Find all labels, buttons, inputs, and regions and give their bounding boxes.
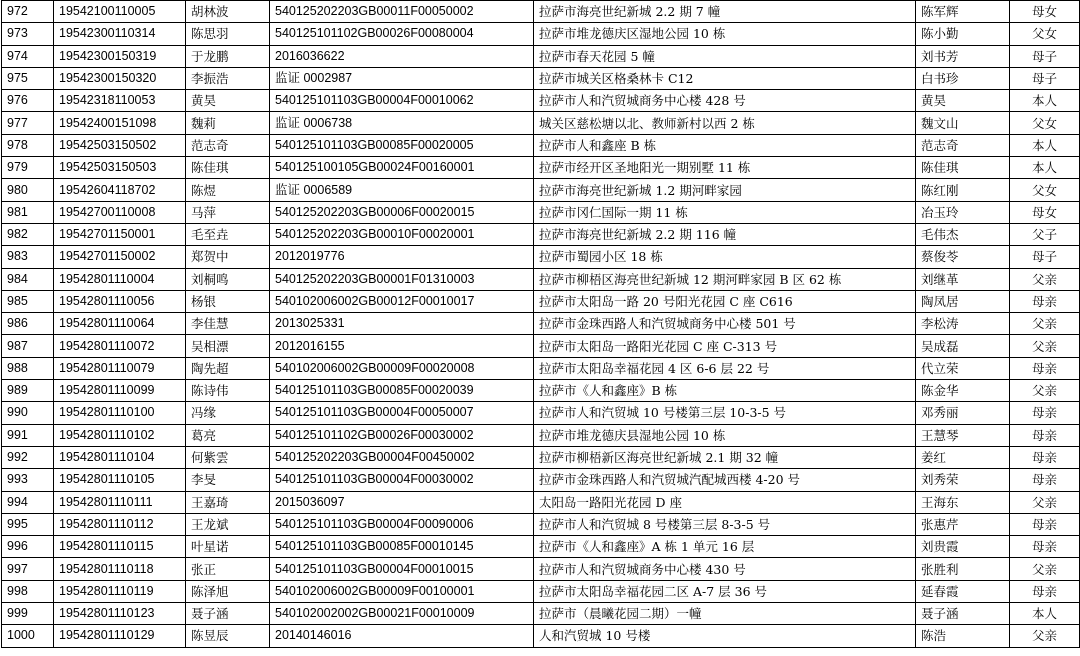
student-id-cell: 19542300150320 [54, 67, 186, 89]
student-id-cell: 19542801110112 [54, 513, 186, 535]
relationship-cell: 父女 [1010, 179, 1080, 201]
table-row [2, 223, 1080, 245]
student-id-cell: 19542801110115 [54, 536, 186, 558]
row-number-cell: 979 [2, 157, 54, 179]
property-certificate-cell: 2012016155 [270, 335, 534, 357]
table-row [2, 246, 1080, 268]
property-certificate-cell: 540102002002GB00021F00010009 [270, 603, 534, 625]
property-certificate-cell: 540125101103GB00004F00010062 [270, 90, 534, 112]
table-row [2, 268, 1080, 290]
address-cell: 拉萨市柳梧新区海亮世纪新城 2.1 期 32 幢 [534, 446, 916, 468]
owner-name-cell: 张惠芹 [916, 513, 1010, 535]
row-number-cell: 980 [2, 179, 54, 201]
student-id-cell: 19542801110105 [54, 469, 186, 491]
owner-name-cell: 刘秀荣 [916, 469, 1010, 491]
student-id-cell: 19542801110111 [54, 491, 186, 513]
name-cell: 王嘉琦 [186, 491, 270, 513]
owner-name-cell: 陈红刚 [916, 179, 1010, 201]
student-id-cell: 19542801110072 [54, 335, 186, 357]
table-row [2, 424, 1080, 446]
name-cell: 杨银 [186, 290, 270, 312]
property-certificate-cell: 540125101103GB00004F00050007 [270, 402, 534, 424]
student-id-cell: 19542801110104 [54, 446, 186, 468]
row-number-cell: 996 [2, 536, 54, 558]
address-cell: 拉萨市人和汽贸城 8 号楼第三层 8-3-5 号 [534, 513, 916, 535]
name-cell: 叶星诺 [186, 536, 270, 558]
address-cell: 拉萨市春天花园 5 幢 [534, 45, 916, 67]
row-number-cell: 978 [2, 134, 54, 156]
row-number-cell: 987 [2, 335, 54, 357]
address-cell: 拉萨市太阳岛幸福花园 4 区 6-6 层 22 号 [534, 357, 916, 379]
property-certificate-cell: 540125101103GB00004F00030002 [270, 469, 534, 491]
table-row [2, 179, 1080, 201]
property-certificate-cell: 540125101103GB00085F00020005 [270, 134, 534, 156]
owner-name-cell: 冶玉玲 [916, 201, 1010, 223]
property-certificate-cell: 540125100105GB00024F00160001 [270, 157, 534, 179]
owner-name-cell: 张胜利 [916, 558, 1010, 580]
relationship-cell: 母亲 [1010, 469, 1080, 491]
name-cell: 李旻 [186, 469, 270, 491]
property-certificate-cell: 2013025331 [270, 313, 534, 335]
owner-name-cell: 王海东 [916, 491, 1010, 513]
property-certificate-cell: 监证 0006738 [270, 112, 534, 134]
address-cell: 拉萨市人和鑫座 B 栋 [534, 134, 916, 156]
name-cell: 郑贺中 [186, 246, 270, 268]
property-certificate-cell: 20140146016 [270, 625, 534, 647]
relationship-cell: 父子 [1010, 223, 1080, 245]
relationship-cell: 父亲 [1010, 335, 1080, 357]
name-cell: 马萍 [186, 201, 270, 223]
address-cell: 拉萨市城关区格桑林卡 C12 [534, 67, 916, 89]
row-number-cell: 975 [2, 67, 54, 89]
relationship-cell: 母亲 [1010, 580, 1080, 602]
student-id-cell: 19542801110099 [54, 380, 186, 402]
relationship-cell: 本人 [1010, 603, 1080, 625]
name-cell: 胡林波 [186, 1, 270, 23]
row-number-cell: 983 [2, 246, 54, 268]
student-id-cell: 19542801110119 [54, 580, 186, 602]
row-number-cell: 974 [2, 45, 54, 67]
name-cell: 李振浩 [186, 67, 270, 89]
owner-name-cell: 延春霞 [916, 580, 1010, 602]
name-cell: 陈思羽 [186, 23, 270, 45]
address-cell: 拉萨市（晨曦花园二期）一幢 [534, 603, 916, 625]
address-cell: 拉萨市堆龙德庆区湿地公园 10 栋 [534, 23, 916, 45]
row-number-cell: 982 [2, 223, 54, 245]
relationship-cell: 父亲 [1010, 625, 1080, 647]
address-cell: 拉萨市人和汽贸城商务中心楼 430 号 [534, 558, 916, 580]
property-certificate-cell: 监证 0006589 [270, 179, 534, 201]
address-cell: 拉萨市人和汽贸城 10 号楼第三层 10-3-5 号 [534, 402, 916, 424]
name-cell: 王龙斌 [186, 513, 270, 535]
row-number-cell: 988 [2, 357, 54, 379]
name-cell: 吴相漂 [186, 335, 270, 357]
student-id-cell: 19542300110314 [54, 23, 186, 45]
address-cell: 拉萨市冈仁国际一期 11 栋 [534, 201, 916, 223]
student-id-cell: 19542700110008 [54, 201, 186, 223]
address-cell: 太阳岛一路阳光花园 D 座 [534, 491, 916, 513]
table-row [2, 580, 1080, 602]
owner-name-cell: 代立荣 [916, 357, 1010, 379]
property-certificate-cell: 2012019776 [270, 246, 534, 268]
table-row [2, 491, 1080, 513]
address-cell: 拉萨市金珠西路人和汽贸城汽配城西楼 4-20 号 [534, 469, 916, 491]
name-cell: 黄昊 [186, 90, 270, 112]
owner-name-cell: 陈金华 [916, 380, 1010, 402]
owner-name-cell: 黄昊 [916, 90, 1010, 112]
student-id-cell: 19542801110056 [54, 290, 186, 312]
relationship-cell: 母亲 [1010, 290, 1080, 312]
owner-name-cell: 魏文山 [916, 112, 1010, 134]
student-id-cell: 19542801110100 [54, 402, 186, 424]
address-cell: 拉萨市柳梧区海亮世纪新城 12 期河畔家园 B 区 62 栋 [534, 268, 916, 290]
table-row [2, 1, 1080, 23]
relationship-cell: 本人 [1010, 90, 1080, 112]
student-id-cell: 19542400151098 [54, 112, 186, 134]
records-table [1, 0, 1080, 648]
table-row [2, 536, 1080, 558]
row-number-cell: 994 [2, 491, 54, 513]
table-row [2, 290, 1080, 312]
owner-name-cell: 白书珍 [916, 67, 1010, 89]
name-cell: 陈佳琪 [186, 157, 270, 179]
student-id-cell: 19542300150319 [54, 45, 186, 67]
owner-name-cell: 陈小勤 [916, 23, 1010, 45]
owner-name-cell: 聂子涵 [916, 603, 1010, 625]
table-row [2, 558, 1080, 580]
name-cell: 于龙鹏 [186, 45, 270, 67]
relationship-cell: 母子 [1010, 246, 1080, 268]
table-row [2, 380, 1080, 402]
row-number-cell: 990 [2, 402, 54, 424]
student-id-cell: 19542701150002 [54, 246, 186, 268]
name-cell: 陈泽旭 [186, 580, 270, 602]
table-row [2, 313, 1080, 335]
owner-name-cell: 李松涛 [916, 313, 1010, 335]
row-number-cell: 985 [2, 290, 54, 312]
owner-name-cell: 蔡俊苓 [916, 246, 1010, 268]
relationship-cell: 母亲 [1010, 424, 1080, 446]
row-number-cell: 981 [2, 201, 54, 223]
table-row [2, 603, 1080, 625]
row-number-cell: 991 [2, 424, 54, 446]
name-cell: 毛至垚 [186, 223, 270, 245]
owner-name-cell: 刘贵霞 [916, 536, 1010, 558]
relationship-cell: 本人 [1010, 157, 1080, 179]
student-id-cell: 19542604118702 [54, 179, 186, 201]
table-row [2, 90, 1080, 112]
property-certificate-cell: 540125101103GB00004F00010015 [270, 558, 534, 580]
relationship-cell: 本人 [1010, 134, 1080, 156]
table-row [2, 45, 1080, 67]
address-cell: 拉萨市海亮世纪新城 1.2 期河畔家园 [534, 179, 916, 201]
table-row [2, 469, 1080, 491]
student-id-cell: 19542318110053 [54, 90, 186, 112]
table-row [2, 335, 1080, 357]
owner-name-cell: 陈佳琪 [916, 157, 1010, 179]
name-cell: 陶先超 [186, 357, 270, 379]
row-number-cell: 998 [2, 580, 54, 602]
relationship-cell: 母亲 [1010, 513, 1080, 535]
owner-name-cell: 陶凤居 [916, 290, 1010, 312]
student-id-cell: 19542801110102 [54, 424, 186, 446]
relationship-cell: 母亲 [1010, 536, 1080, 558]
owner-name-cell: 刘书芳 [916, 45, 1010, 67]
name-cell: 何紫雲 [186, 446, 270, 468]
address-cell: 拉萨市堆龙德庆县湿地公园 10 栋 [534, 424, 916, 446]
name-cell: 魏莉 [186, 112, 270, 134]
address-cell: 城关区慈松塘以北、教师新村以西 2 栋 [534, 112, 916, 134]
address-cell: 拉萨市蜀园小区 18 栋 [534, 246, 916, 268]
property-certificate-cell: 540125101103GB00085F00010145 [270, 536, 534, 558]
table-row [2, 357, 1080, 379]
table-row [2, 513, 1080, 535]
owner-name-cell: 陈浩 [916, 625, 1010, 647]
name-cell: 冯缘 [186, 402, 270, 424]
row-number-cell: 976 [2, 90, 54, 112]
row-number-cell: 972 [2, 1, 54, 23]
address-cell: 拉萨市海亮世纪新城 2.2 期 7 幢 [534, 1, 916, 23]
student-id-cell: 19542701150001 [54, 223, 186, 245]
student-id-cell: 19542801110129 [54, 625, 186, 647]
relationship-cell: 父女 [1010, 23, 1080, 45]
name-cell: 范志奇 [186, 134, 270, 156]
table-row [2, 446, 1080, 468]
relationship-cell: 母亲 [1010, 402, 1080, 424]
name-cell: 聂子涵 [186, 603, 270, 625]
name-cell: 刘桐鸣 [186, 268, 270, 290]
records-table-body [2, 1, 1080, 648]
relationship-cell: 母女 [1010, 201, 1080, 223]
property-certificate-cell: 2016036622 [270, 45, 534, 67]
address-cell: 拉萨市太阳岛一路 20 号阳光花园 C 座 C616 [534, 290, 916, 312]
row-number-cell: 992 [2, 446, 54, 468]
table-row [2, 67, 1080, 89]
owner-name-cell: 范志奇 [916, 134, 1010, 156]
address-cell: 拉萨市金珠西路人和汽贸城商务中心楼 501 号 [534, 313, 916, 335]
student-id-cell: 19542801110118 [54, 558, 186, 580]
row-number-cell: 973 [2, 23, 54, 45]
student-id-cell: 19542801110079 [54, 357, 186, 379]
address-cell: 人和汽贸城 10 号楼 [534, 625, 916, 647]
property-certificate-cell: 540125202203GB00010F00020001 [270, 223, 534, 245]
relationship-cell: 母亲 [1010, 357, 1080, 379]
property-certificate-cell: 540125101102GB00026F00080004 [270, 23, 534, 45]
name-cell: 陈煜 [186, 179, 270, 201]
table-row [2, 23, 1080, 45]
owner-name-cell: 毛伟杰 [916, 223, 1010, 245]
table-row [2, 112, 1080, 134]
property-certificate-cell: 540125101103GB00004F00090006 [270, 513, 534, 535]
property-certificate-cell: 540102006002GB00009F00100001 [270, 580, 534, 602]
row-number-cell: 977 [2, 112, 54, 134]
address-cell: 拉萨市《人和鑫座》A 栋 1 单元 16 层 [534, 536, 916, 558]
relationship-cell: 母女 [1010, 1, 1080, 23]
table-row [2, 402, 1080, 424]
owner-name-cell: 吴成磊 [916, 335, 1010, 357]
row-number-cell: 995 [2, 513, 54, 535]
relationship-cell: 父女 [1010, 112, 1080, 134]
relationship-cell: 父亲 [1010, 380, 1080, 402]
property-certificate-cell: 540102006002GB00012F00010017 [270, 290, 534, 312]
property-certificate-cell: 2015036097 [270, 491, 534, 513]
row-number-cell: 984 [2, 268, 54, 290]
row-number-cell: 989 [2, 380, 54, 402]
row-number-cell: 993 [2, 469, 54, 491]
table-row [2, 134, 1080, 156]
name-cell: 李佳慧 [186, 313, 270, 335]
table-row [2, 157, 1080, 179]
address-cell: 拉萨市太阳岛幸福花园二区 A-7 层 36 号 [534, 580, 916, 602]
address-cell: 拉萨市海亮世纪新城 2.2 期 116 幢 [534, 223, 916, 245]
row-number-cell: 997 [2, 558, 54, 580]
property-certificate-cell: 540125202203GB00011F00050002 [270, 1, 534, 23]
table-row [2, 201, 1080, 223]
owner-name-cell: 陈军辉 [916, 1, 1010, 23]
owner-name-cell: 刘继革 [916, 268, 1010, 290]
relationship-cell: 父亲 [1010, 558, 1080, 580]
name-cell: 陈诗伟 [186, 380, 270, 402]
property-certificate-cell: 540125202203GB00001F01310003 [270, 268, 534, 290]
property-certificate-cell: 540102006002GB00009F00020008 [270, 357, 534, 379]
row-number-cell: 1000 [2, 625, 54, 647]
property-certificate-cell: 540125202203GB00006F00020015 [270, 201, 534, 223]
student-id-cell: 19542801110123 [54, 603, 186, 625]
relationship-cell: 母子 [1010, 45, 1080, 67]
owner-name-cell: 邓秀丽 [916, 402, 1010, 424]
relationship-cell: 父亲 [1010, 268, 1080, 290]
name-cell: 葛亮 [186, 424, 270, 446]
relationship-cell: 父亲 [1010, 313, 1080, 335]
name-cell: 陈昱辰 [186, 625, 270, 647]
address-cell: 拉萨市经开区圣地阳光一期别墅 11 栋 [534, 157, 916, 179]
owner-name-cell: 王慧琴 [916, 424, 1010, 446]
relationship-cell: 父亲 [1010, 491, 1080, 513]
name-cell: 张正 [186, 558, 270, 580]
student-id-cell: 19542801110064 [54, 313, 186, 335]
property-certificate-cell: 540125101102GB00026F00030002 [270, 424, 534, 446]
student-id-cell: 19542503150502 [54, 134, 186, 156]
row-number-cell: 986 [2, 313, 54, 335]
property-certificate-cell: 监证 0002987 [270, 67, 534, 89]
student-id-cell: 19542801110004 [54, 268, 186, 290]
property-certificate-cell: 540125202203GB00004F00450002 [270, 446, 534, 468]
property-certificate-cell: 540125101103GB00085F00020039 [270, 380, 534, 402]
address-cell: 拉萨市《人和鑫座》B 栋 [534, 380, 916, 402]
row-number-cell: 999 [2, 603, 54, 625]
address-cell: 拉萨市太阳岛一路阳光花园 C 座 C-313 号 [534, 335, 916, 357]
student-id-cell: 19542503150503 [54, 157, 186, 179]
table-row [2, 625, 1080, 647]
relationship-cell: 母子 [1010, 67, 1080, 89]
student-id-cell: 19542100110005 [54, 1, 186, 23]
relationship-cell: 母亲 [1010, 446, 1080, 468]
address-cell: 拉萨市人和汽贸城商务中心楼 428 号 [534, 90, 916, 112]
owner-name-cell: 姜红 [916, 446, 1010, 468]
